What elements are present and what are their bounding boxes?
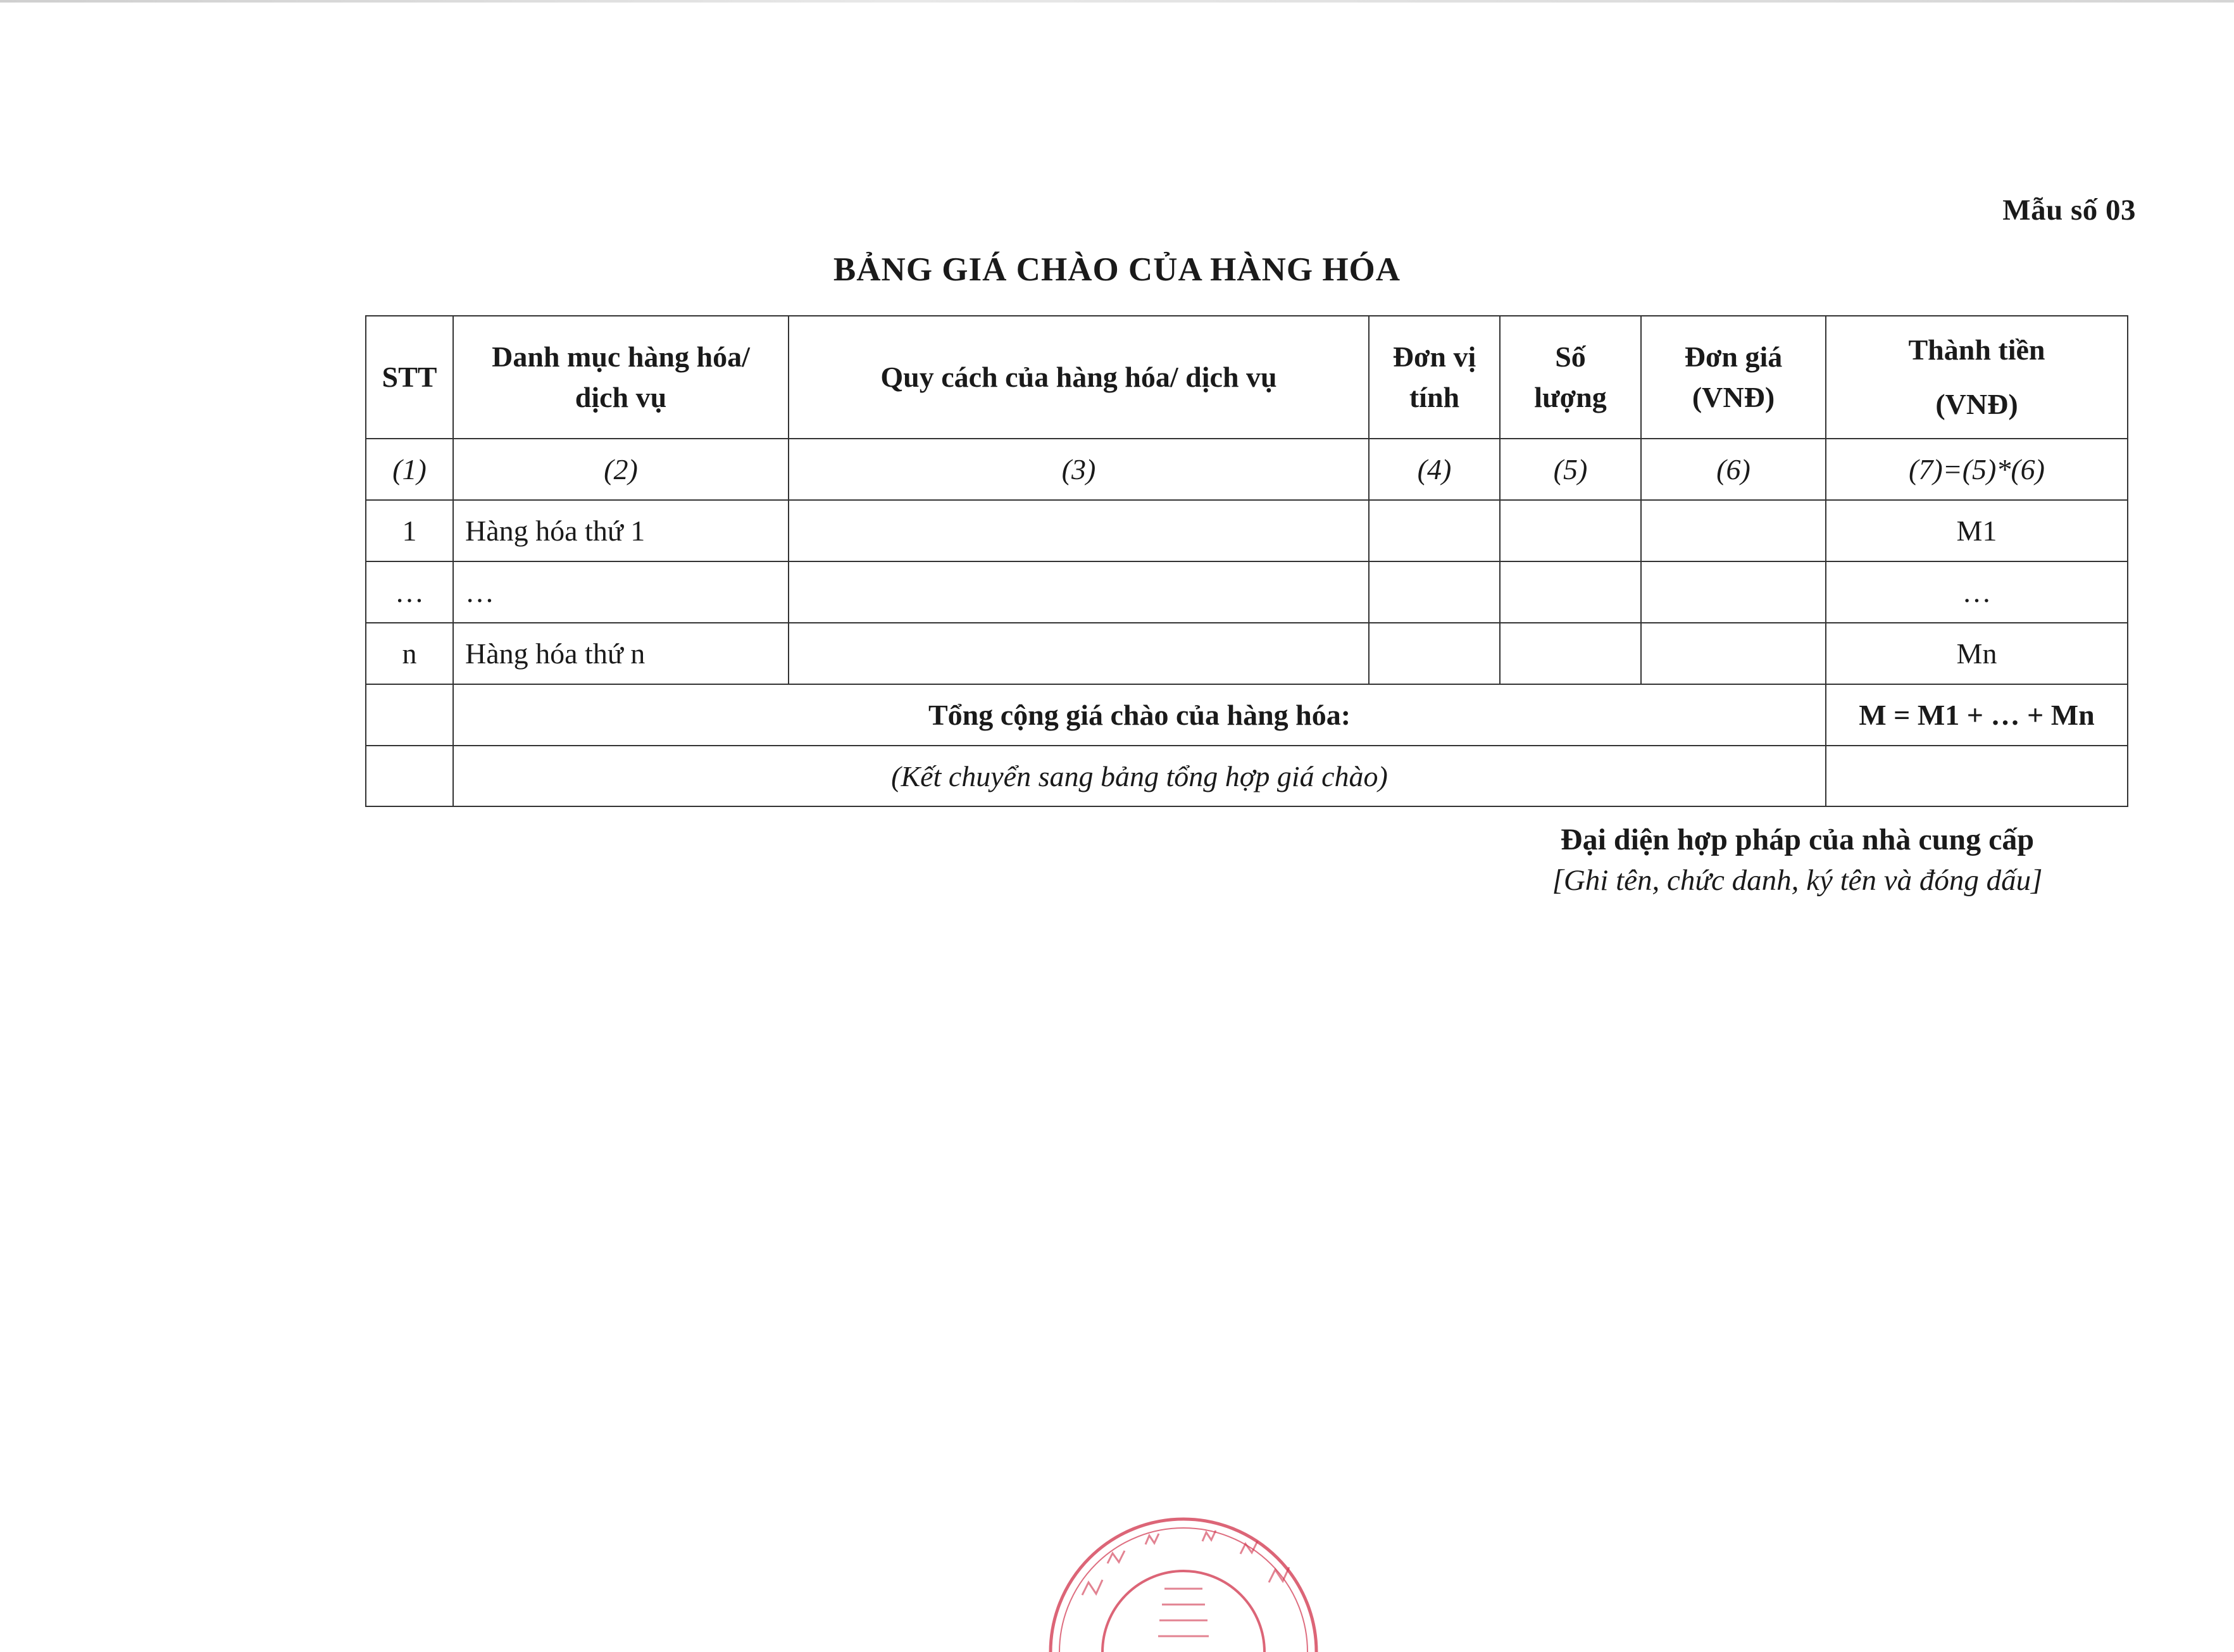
header-amount xyxy=(1826,316,2128,439)
column-index-row xyxy=(366,439,2128,500)
cell-price xyxy=(1641,623,1826,684)
cell-qty xyxy=(1500,623,1641,684)
total-label: Tổng cộng giá chào của hàng hóa: xyxy=(453,684,1826,746)
signature-title: Đại diện hợp pháp của nhà cung cấp xyxy=(1560,823,2035,856)
signature-note: [Ghi tên, chức danh, ký tên và đóng dấu] xyxy=(1552,864,2043,897)
cell-unit xyxy=(1369,500,1500,561)
header-unit-line1: Đơn vị xyxy=(1392,341,1476,373)
table-row xyxy=(366,561,2128,623)
header-item-line2: dịch vụ xyxy=(575,381,667,413)
header-price-line2: (VNĐ) xyxy=(1692,381,1775,413)
cell-item: Hàng hóa thứ n xyxy=(453,623,789,684)
cell-item: Hàng hóa thứ 1 xyxy=(453,500,789,561)
cell-qty xyxy=(1500,500,1641,561)
table-row xyxy=(366,623,2128,684)
header-unit-line2: tính xyxy=(1409,381,1460,413)
header-row xyxy=(366,316,2128,439)
cell-qty xyxy=(1500,561,1641,623)
company-seal xyxy=(1038,1494,1329,1652)
header-qty xyxy=(1500,316,1641,439)
cell-spec xyxy=(789,623,1369,684)
column-index: (3) xyxy=(789,439,1369,500)
cell-stt: n xyxy=(366,623,453,684)
cell-amount: … xyxy=(1826,561,2128,623)
header-spec: Quy cách của hàng hóa/ dịch vụ xyxy=(789,316,1369,439)
header-amount-line1: Thành tiền xyxy=(1908,334,2045,366)
cell-item: … xyxy=(453,561,789,623)
header-price xyxy=(1641,316,1826,439)
signature-block xyxy=(1532,819,2063,900)
total-value: M = M1 + … + Mn xyxy=(1826,684,2128,746)
price-quote-table xyxy=(365,315,2128,807)
cell-price xyxy=(1641,561,1826,623)
header-unit xyxy=(1369,316,1500,439)
note-empty-value-cell xyxy=(1826,746,2128,806)
header-price-line1: Đơn giá xyxy=(1684,341,1783,373)
header-amount-line2: (VNĐ) xyxy=(1935,388,2018,420)
carry-note: (Kết chuyển sang bảng tổng hợp giá chào) xyxy=(453,746,1826,806)
cell-stt: … xyxy=(366,561,453,623)
total-row xyxy=(366,684,2128,746)
header-qty-line1: Số xyxy=(1555,341,1586,373)
scan-edge xyxy=(0,0,2234,3)
column-index: (6) xyxy=(1641,439,1826,500)
column-index: (1) xyxy=(366,439,453,500)
column-index: (4) xyxy=(1369,439,1500,500)
cell-unit xyxy=(1369,561,1500,623)
header-qty-line2: lượng xyxy=(1534,381,1607,413)
carry-note-row xyxy=(366,746,2128,806)
cell-spec xyxy=(789,561,1369,623)
cell-spec xyxy=(789,500,1369,561)
column-index: (2) xyxy=(453,439,789,500)
document-title: BẢNG GIÁ CHÀO CỦA HÀNG HÓA xyxy=(833,251,1401,288)
header-stt: STT xyxy=(366,316,453,439)
column-index: (7)=(5)*(6) xyxy=(1826,439,2128,500)
column-index: (5) xyxy=(1500,439,1641,500)
header-item-line1: Danh mục hàng hóa/ xyxy=(492,341,750,373)
header-item xyxy=(453,316,789,439)
note-empty-cell xyxy=(366,746,453,806)
total-empty-cell xyxy=(366,684,453,746)
form-number: Mẫu số 03 xyxy=(2002,194,2136,227)
table-row xyxy=(366,500,2128,561)
cell-unit xyxy=(1369,623,1500,684)
cell-price xyxy=(1641,500,1826,561)
cell-amount: M1 xyxy=(1826,500,2128,561)
cell-stt: 1 xyxy=(366,500,453,561)
cell-amount: Mn xyxy=(1826,623,2128,684)
